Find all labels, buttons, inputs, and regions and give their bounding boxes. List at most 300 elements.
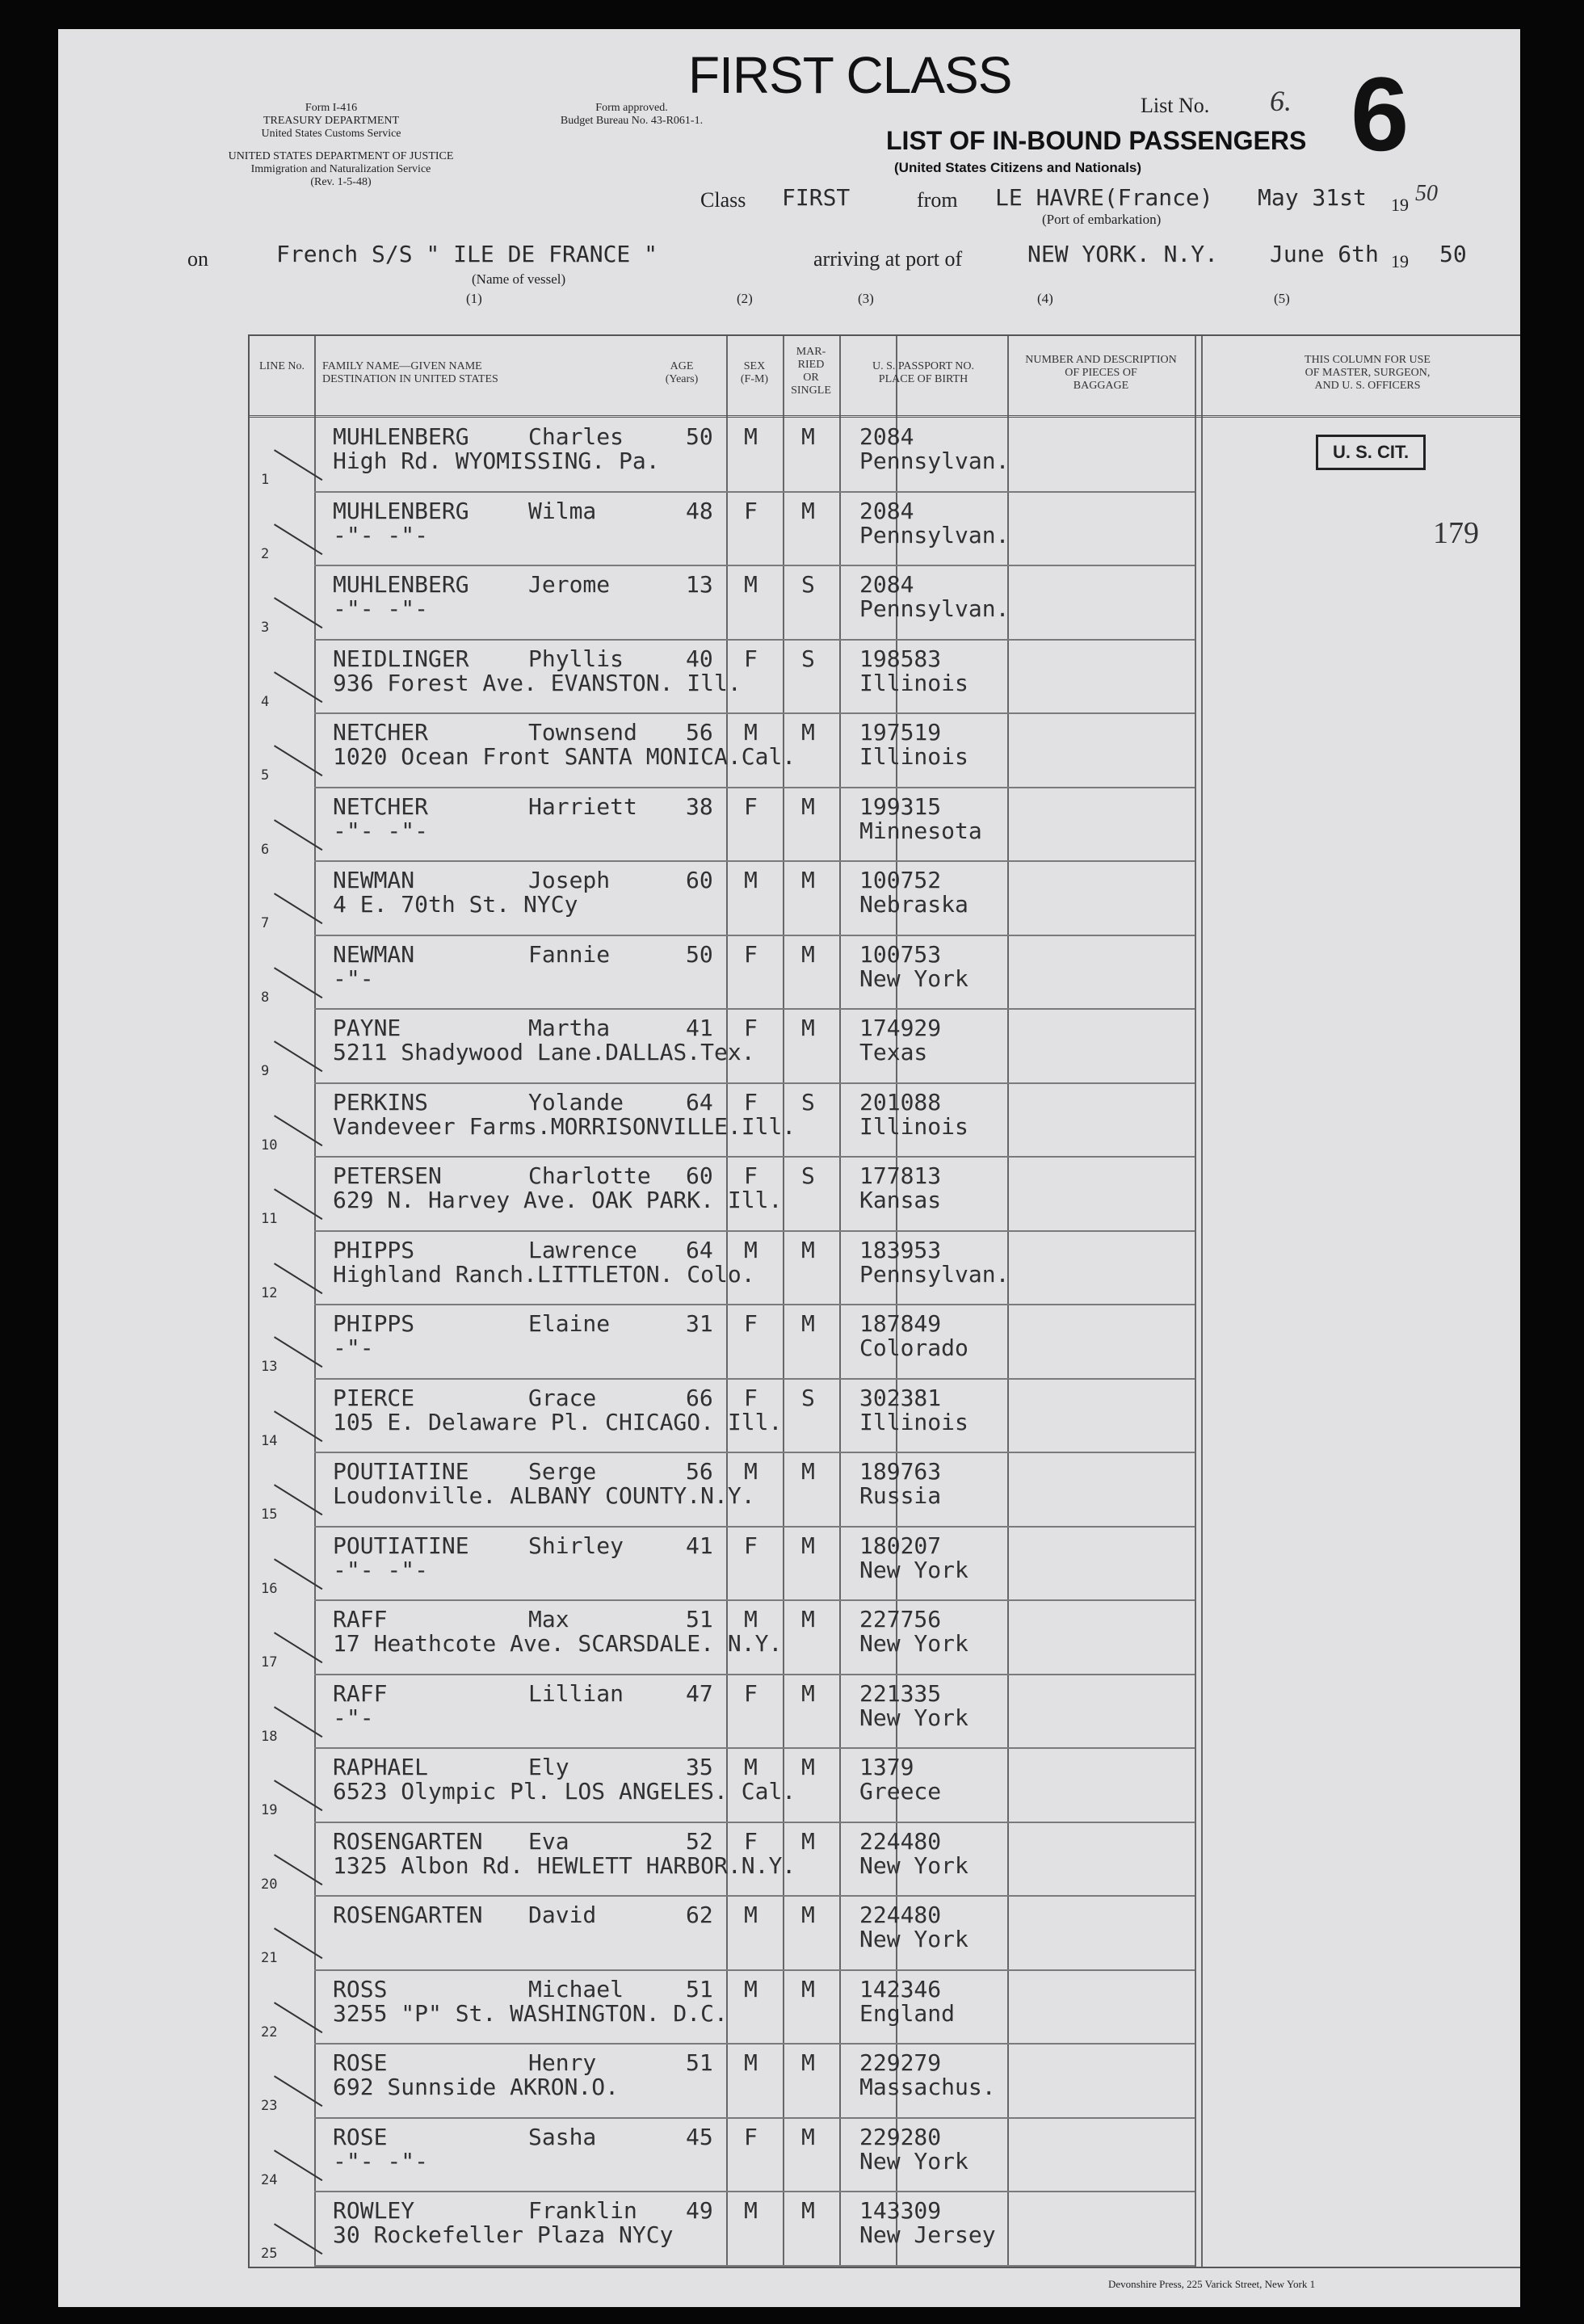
line-number: 22 [261, 2024, 278, 2040]
address: 17 Heathcote Ave. SCARSDALE. N.Y. [333, 1630, 783, 1657]
check-mark [274, 819, 322, 851]
line-number: 19 [261, 1802, 278, 1818]
check-mark [274, 2075, 322, 2107]
table-row [250, 1823, 1520, 1897]
sex: M [744, 2197, 758, 2224]
given-name: Martha [528, 1015, 611, 1041]
address: -"- -"- [333, 595, 429, 622]
line-number: 17 [261, 1654, 278, 1671]
age: 48 [686, 497, 713, 524]
marital-status: S [801, 1162, 815, 1189]
place-of-birth: New York [859, 964, 968, 992]
line-number: 18 [261, 1728, 278, 1745]
line-number: 16 [261, 1580, 278, 1597]
passport-no: 2084 [859, 497, 914, 524]
col-num-2: (2) [737, 291, 753, 306]
col-num-5: (5) [1274, 291, 1290, 306]
given-name: Charlotte [528, 1162, 651, 1189]
sex: F [744, 1827, 758, 1855]
ins-service: Immigration and Naturalization Service [250, 163, 431, 175]
line-number: 10 [261, 1137, 278, 1154]
address: -"- -"- [333, 817, 429, 844]
table-row [250, 788, 1520, 863]
table-row [250, 641, 1520, 715]
sex: F [744, 1088, 758, 1116]
class-label: Class [700, 188, 746, 212]
passport-no: 201088 [859, 1088, 942, 1116]
check-mark [274, 1854, 322, 1885]
table-row [250, 1305, 1520, 1380]
address: -"- [333, 1334, 374, 1361]
header-age: AGE (Years) [665, 360, 699, 385]
passport-no: 177813 [859, 1162, 942, 1189]
sex: F [744, 1384, 758, 1411]
passport-no: 180207 [859, 1532, 942, 1559]
age: 62 [686, 1902, 713, 1928]
list-subtitle: (United States Citizens and Nationals) [894, 160, 1142, 175]
age: 45 [686, 2123, 713, 2150]
place-of-birth: Colorado [859, 1334, 968, 1361]
place-of-birth: Nebraska [859, 891, 968, 918]
table-row [250, 2045, 1520, 2119]
family-name: PETERSEN [333, 1162, 442, 1189]
form-number: Form I-416 [305, 102, 358, 114]
arrival-date: June 6th [1270, 241, 1379, 267]
place-of-birth: Illinois [859, 1112, 968, 1140]
given-name: Phyllis [528, 645, 624, 672]
arrival-year-prefix: 19 [1391, 251, 1409, 271]
place-of-birth: Pennsylvan. [859, 595, 1010, 622]
passport-no: 229280 [859, 2123, 942, 2150]
place-of-birth: New York [859, 2147, 968, 2175]
check-mark [274, 2002, 322, 2033]
place-of-birth: Illinois [859, 743, 968, 770]
passenger-table [248, 334, 1520, 2268]
age: 47 [686, 1679, 713, 1707]
check-mark [274, 523, 322, 555]
address: 629 N. Harvey Ave. OAK PARK. Ill. [333, 1187, 783, 1213]
place-of-birth: Russia [859, 1482, 942, 1509]
family-name: ROSS [333, 1975, 388, 2003]
table-row [250, 862, 1520, 936]
given-name: Michael [528, 1975, 624, 2003]
address: 5211 Shadywood Lane.DALLAS.Tex. [333, 1039, 755, 1065]
marital-status: M [801, 1679, 815, 1707]
passport-no: 143309 [859, 2197, 942, 2224]
address: Loudonville. ALBANY COUNTY.N.Y. [333, 1482, 755, 1509]
table-row [250, 1749, 1520, 1823]
age: 64 [686, 1236, 713, 1263]
col-num-3: (3) [858, 291, 874, 306]
marital-status: M [801, 1754, 815, 1780]
family-name: PAYNE [333, 1015, 401, 1041]
marital-status: M [801, 1236, 815, 1263]
address: 30 Rockefeller Plaza NYCy [333, 2221, 674, 2248]
list-title: LIST OF IN-BOUND PASSENGERS [886, 126, 1307, 155]
place-of-birth: Minnesota [859, 817, 982, 844]
age: 60 [686, 1162, 713, 1189]
line-number: 20 [261, 1876, 278, 1893]
table-row [250, 1897, 1520, 1971]
address: -"- -"- [333, 2147, 429, 2175]
passport-no: 189763 [859, 1458, 942, 1485]
check-mark [274, 967, 322, 998]
passport-no: 2084 [859, 423, 914, 450]
printer-credit: Devonshire Press, 225 Varick Street, New York 1 [1108, 2278, 1316, 2290]
age: 56 [686, 1458, 713, 1485]
passport-no: 2084 [859, 571, 914, 598]
given-name: Fannie [528, 940, 611, 968]
place-of-birth: Greece [859, 1778, 942, 1805]
family-name: ROWLEY [333, 2197, 415, 2224]
passport-no: 100753 [859, 940, 942, 968]
family-name: POUTIATINE [333, 1532, 469, 1559]
age: 51 [686, 1975, 713, 2003]
sex: M [744, 1236, 758, 1263]
header-passport: U. S. PASSPORT NO. PLACE OF BIRTH [872, 360, 974, 385]
check-mark [274, 1115, 322, 1146]
from-value: LE HAVRE(France) [995, 184, 1213, 211]
passport-no: 174929 [859, 1015, 942, 1041]
check-mark [274, 2150, 322, 2181]
address: 692 Sunnside AKRON.O. [333, 2074, 620, 2100]
age: 31 [686, 1310, 713, 1337]
place-of-birth: New York [859, 1630, 968, 1657]
family-name: PIERCE [333, 1384, 415, 1411]
list-no-hand: 6. [1270, 85, 1292, 117]
check-mark [274, 1632, 322, 1663]
marital-status: M [801, 1975, 815, 2003]
passport-no: 1379 [859, 1754, 914, 1780]
embark-year-prefix: 19 [1391, 195, 1409, 215]
marital-status: M [801, 2123, 815, 2150]
check-mark [274, 597, 322, 628]
header-baggage: NUMBER AND DESCRIPTION OF PIECES OF BAGGAGE [1025, 354, 1177, 392]
age: 60 [686, 867, 713, 893]
age: 41 [686, 1532, 713, 1559]
check-mark [274, 1188, 322, 1220]
family-name: ROSE [333, 2049, 388, 2076]
table-row [250, 566, 1520, 641]
form-revision: (Rev. 1-5-48) [310, 176, 372, 188]
line-number: 5 [261, 767, 270, 784]
sex: M [744, 571, 758, 598]
header-sex: SEX (F-M) [740, 360, 769, 385]
given-name: Lawrence [528, 1236, 637, 1263]
sex: M [744, 423, 758, 450]
table-row [250, 1453, 1520, 1528]
check-mark [274, 1410, 322, 1442]
passport-no: 183953 [859, 1236, 942, 1263]
passport-no: 221335 [859, 1679, 942, 1707]
family-name: PHIPPS [333, 1236, 415, 1263]
age: 66 [686, 1384, 713, 1411]
sex: F [744, 497, 758, 524]
age: 41 [686, 1015, 713, 1041]
address: -"- -"- [333, 1556, 429, 1583]
given-name: Shirley [528, 1532, 624, 1559]
table-row [250, 2119, 1520, 2193]
place-of-birth: New York [859, 1556, 968, 1583]
sex: F [744, 645, 758, 672]
passport-no: 229279 [859, 2049, 942, 2076]
line-number: 11 [261, 1211, 278, 1227]
from-label: from [917, 188, 958, 212]
table-row [250, 1084, 1520, 1158]
line-number: 15 [261, 1507, 278, 1523]
given-name: Lillian [528, 1679, 624, 1707]
address: -"- -"- [333, 521, 429, 548]
marital-status: S [801, 571, 815, 598]
place-of-birth: New York [859, 1851, 968, 1879]
family-name: NEWMAN [333, 867, 415, 893]
sex: F [744, 2123, 758, 2150]
form-block-left [210, 102, 452, 141]
table-row [250, 1010, 1520, 1084]
marital-status: M [801, 792, 815, 820]
given-name: Harriett [528, 792, 637, 820]
class-value: FIRST [782, 184, 851, 211]
address: Vandeveer Farms.MORRISONVILLE.Ill. [333, 1112, 796, 1140]
check-mark [274, 449, 322, 481]
age: 38 [686, 792, 713, 820]
treasury-dept: TREASURY DEPARTMENT [263, 115, 400, 127]
given-name: Ely [528, 1754, 569, 1780]
header-officers: THIS COLUMN FOR USE OF MASTER, SURGEON, AND U. S. OFFICERS [1305, 354, 1431, 392]
arrival-port: NEW YORK. N.Y. [1027, 241, 1219, 267]
given-name: Joseph [528, 867, 611, 893]
sex: F [744, 1015, 758, 1041]
marital-status: M [801, 2049, 815, 2076]
line-number: 9 [261, 1063, 270, 1079]
family-name: NETCHER [333, 719, 429, 746]
address: -"- [333, 964, 374, 992]
address: 4 E. 70th St. NYCy [333, 891, 578, 918]
table-row [250, 714, 1520, 788]
sex: F [744, 1310, 758, 1337]
given-name: Jerome [528, 571, 611, 598]
arrival-year: 50 [1439, 241, 1467, 267]
place-of-birth: Pennsylvan. [859, 1260, 1010, 1288]
passport-no: 100752 [859, 867, 942, 893]
family-name: ROSENGARTEN [333, 1827, 483, 1855]
marital-status: M [801, 1015, 815, 1041]
given-name: Yolande [528, 1088, 624, 1116]
check-mark [274, 2223, 322, 2255]
address: -"- [333, 1704, 374, 1731]
place-of-birth: Texas [859, 1039, 928, 1065]
on-label: on [187, 247, 208, 271]
line-number: 4 [261, 693, 270, 710]
table-row [250, 936, 1520, 1011]
age: 51 [686, 2049, 713, 2076]
line-number: 3 [261, 620, 270, 636]
given-name: Wilma [528, 497, 597, 524]
address: 6523 Olympic Pl. LOS ANGELES. Cal. [333, 1778, 796, 1805]
family-name: PHIPPS [333, 1310, 415, 1337]
age: 64 [686, 1088, 713, 1116]
family-name: PERKINS [333, 1088, 429, 1116]
sex: M [744, 1902, 758, 1928]
table-row [250, 1971, 1520, 2045]
marital-status: M [801, 1827, 815, 1855]
place-of-birth: Illinois [859, 1408, 968, 1435]
family-name: RAFF [333, 1606, 388, 1633]
line-number: 2 [261, 545, 270, 562]
family-name: RAPHAEL [333, 1754, 429, 1780]
family-name: MUHLENBERG [333, 423, 469, 450]
given-name: Serge [528, 1458, 597, 1485]
table-row [250, 1601, 1520, 1675]
marital-status: M [801, 867, 815, 893]
marital-status: M [801, 719, 815, 746]
given-name: Eva [528, 1827, 569, 1855]
table-row [250, 1158, 1520, 1232]
check-mark [274, 1558, 322, 1590]
place-of-birth: Pennsylvan. [859, 521, 1010, 548]
sex: F [744, 1679, 758, 1707]
line-number: 1 [261, 472, 270, 488]
place-of-birth: New York [859, 1704, 968, 1731]
marital-status: M [801, 423, 815, 450]
check-mark [274, 893, 322, 924]
sex: M [744, 1754, 758, 1780]
marital-status: M [801, 497, 815, 524]
marital-status: M [801, 1310, 815, 1337]
table-row [250, 1380, 1520, 1454]
sex: M [744, 1606, 758, 1633]
budget-bureau: Budget Bureau No. 43-R061-1. [560, 115, 704, 127]
check-mark [274, 745, 322, 776]
family-name: RAFF [333, 1679, 388, 1707]
sex: M [744, 867, 758, 893]
sex: M [744, 2049, 758, 2076]
check-mark [274, 1706, 322, 1738]
age: 49 [686, 2197, 713, 2224]
family-name: POUTIATINE [333, 1458, 469, 1485]
age: 35 [686, 1754, 713, 1780]
address: 1325 Albon Rd. HEWLETT HARBOR.N.Y. [333, 1851, 796, 1879]
check-mark [274, 1927, 322, 1959]
embark-date: May 31st [1258, 184, 1367, 211]
check-mark [274, 1780, 322, 1811]
table-row [250, 1528, 1520, 1602]
form-block-justice [187, 150, 494, 189]
address: 3255 "P" St. WASHINGTON. D.C. [333, 1999, 728, 2027]
place-of-birth: Kansas [859, 1187, 942, 1213]
age: 52 [686, 1827, 713, 1855]
table-row [250, 2192, 1520, 2267]
age: 56 [686, 719, 713, 746]
given-name: Franklin [528, 2197, 637, 2224]
passport-no: 197519 [859, 719, 942, 746]
check-mark [274, 1484, 322, 1515]
age: 50 [686, 940, 713, 968]
arriving-label: arriving at port of [813, 247, 963, 271]
address: Highland Ranch.LITTLETON. Colo. [333, 1260, 755, 1288]
address: 1020 Ocean Front SANTA MONICA.Cal. [333, 743, 796, 770]
place-of-birth: New Jersey [859, 2221, 996, 2248]
age: 51 [686, 1606, 713, 1633]
address: High Rd. WYOMISSING. Pa. [333, 448, 660, 474]
marital-status: S [801, 645, 815, 672]
place-of-birth: Illinois [859, 669, 968, 696]
form-approved: Form approved. [595, 102, 668, 114]
header-name: FAMILY NAME—GIVEN NAME DESTINATION IN UNITED STATES [322, 360, 498, 385]
family-name: NEIDLINGER [333, 645, 469, 672]
marital-status: S [801, 1088, 815, 1116]
marital-status: M [801, 2197, 815, 2224]
check-mark [274, 1336, 322, 1368]
line-number: 24 [261, 2171, 278, 2188]
passport-no: 199315 [859, 792, 942, 820]
line-number: 25 [261, 2246, 278, 2262]
us-citizen-stamp: U. S. CIT. [1316, 435, 1426, 470]
justice-dept: UNITED STATES DEPARTMENT OF JUSTICE [228, 150, 454, 162]
passport-no: 187849 [859, 1310, 942, 1337]
given-name: Henry [528, 2049, 597, 2076]
header-married: MAR- RIED OR SINGLE [791, 346, 831, 397]
table-row [250, 1675, 1520, 1750]
col-num-1: (1) [466, 291, 482, 306]
sex: F [744, 792, 758, 820]
check-mark [274, 1040, 322, 1072]
marital-status: M [801, 1902, 815, 1928]
line-number: 23 [261, 2098, 278, 2114]
line-number: 13 [261, 1359, 278, 1375]
line-number: 8 [261, 989, 270, 1006]
given-name: Max [528, 1606, 569, 1633]
form-approval [527, 102, 737, 128]
check-mark [274, 1263, 322, 1294]
col-num-4: (4) [1037, 291, 1053, 306]
family-name: ROSE [333, 2123, 388, 2150]
line-number: 14 [261, 1432, 278, 1449]
family-name: MUHLENBERG [333, 497, 469, 524]
marital-status: M [801, 940, 815, 968]
given-name: Townsend [528, 719, 637, 746]
line-number: 12 [261, 1284, 278, 1301]
given-name: Grace [528, 1384, 597, 1411]
marital-status: M [801, 1606, 815, 1633]
place-of-birth: Massachus. [859, 2074, 996, 2100]
header-line-no: LINE No. [259, 360, 305, 372]
vessel-caption: (Name of vessel) [472, 271, 566, 287]
family-name: MUHLENBERG [333, 571, 469, 598]
manifest-page [58, 29, 1520, 2307]
embark-year: 50 [1415, 181, 1438, 206]
sex: M [744, 1975, 758, 2003]
table-row [250, 1232, 1520, 1306]
vessel-name: French S/S " ILE DE FRANCE " [276, 241, 658, 267]
family-name: NETCHER [333, 792, 429, 820]
embark-caption: (Port of embarkation) [1042, 212, 1162, 227]
age: 13 [686, 571, 713, 598]
address: 936 Forest Ave. EVANSTON. Ill. [333, 669, 742, 696]
passport-no: 224480 [859, 1827, 942, 1855]
line-number: 6 [261, 841, 270, 858]
sex: F [744, 1532, 758, 1559]
given-name: Charles [528, 423, 624, 450]
class-heading: FIRST CLASS [688, 46, 1012, 104]
list-no-label: List No. [1141, 94, 1210, 117]
given-name: Elaine [528, 1310, 611, 1337]
sex: M [744, 1458, 758, 1485]
passport-no: 302381 [859, 1384, 942, 1411]
place-of-birth: New York [859, 1926, 968, 1952]
marital-status: S [801, 1384, 815, 1411]
customs-service: United States Customs Service [261, 128, 401, 140]
